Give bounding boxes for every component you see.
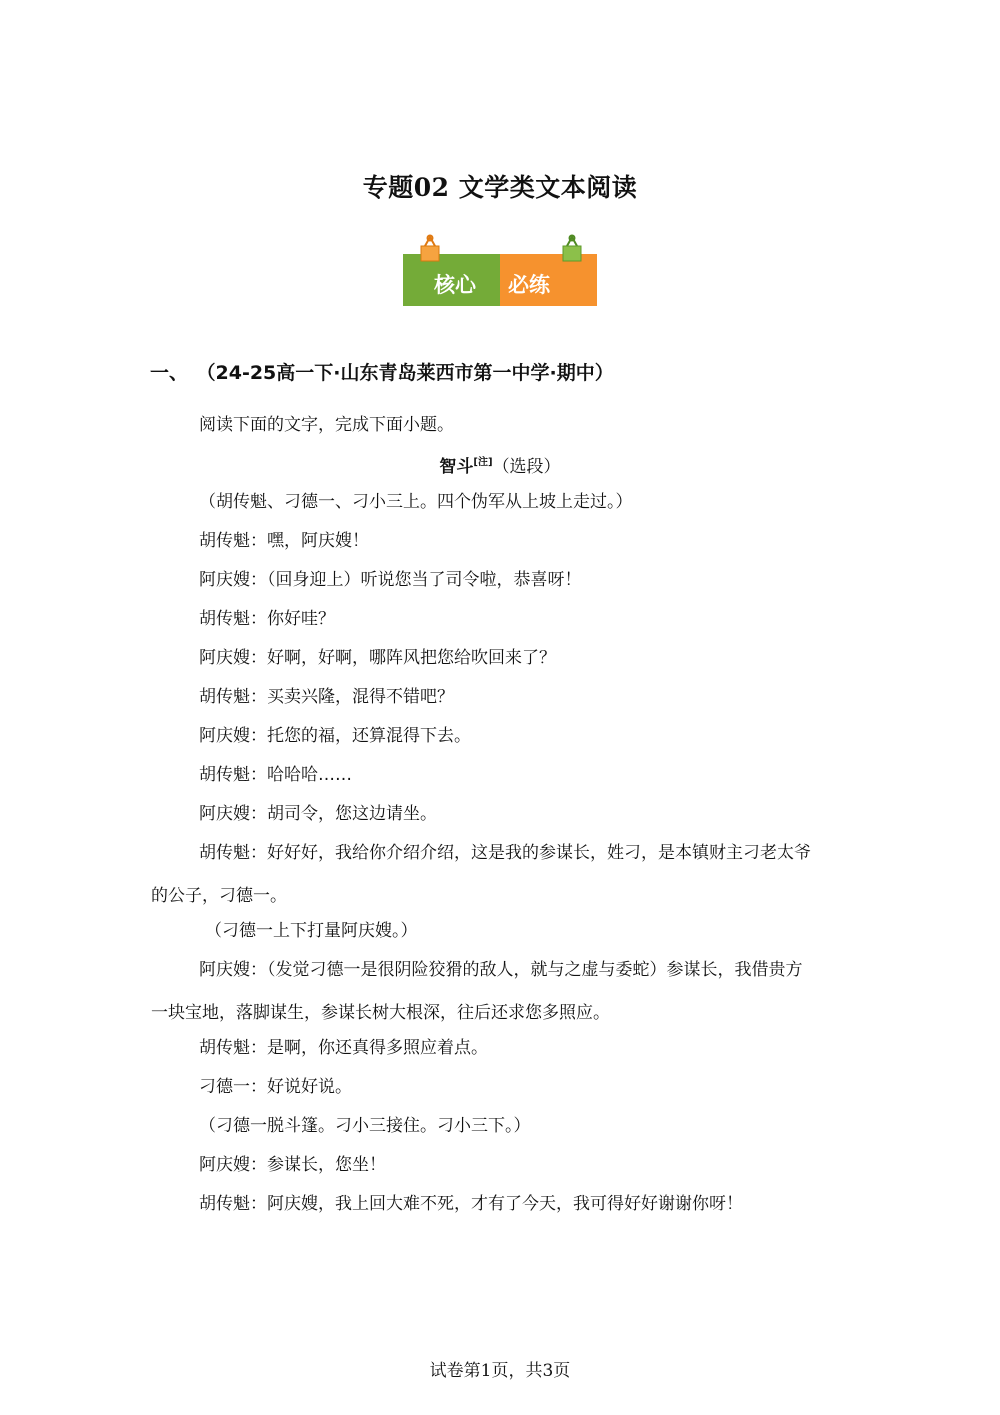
passage-line: 胡传魁：阿庆嫂，我上回大难不死，才有了今天，我可得好好谢谢你呀！ [199,1194,743,1214]
passage-line: 胡传魁：嘿，阿庆嫂！ [199,531,369,551]
passage-line: 胡传魁：好好好，我给你介绍介绍，这是我的参谋长，姓刁，是本镇财主刁老太爷 [199,843,811,863]
passage-line: 胡传魁：是啊，你还真得多照应着点。 [199,1038,488,1058]
question-heading [150,358,614,385]
passage-line: 刁德一：好说好说。 [199,1077,352,1097]
banner-left-text: 核心 [434,273,476,297]
banner-right-text: 必练 [508,273,550,297]
passage-line: 胡传魁：你好哇？ [199,609,335,629]
passage-line: 阿庆嫂：胡司令，您这边请坐。 [199,804,437,824]
passage-title-note: [注] [473,457,493,468]
passage-line: 阿庆嫂：托您的福，还算混得下去。 [199,726,471,746]
passage-title-suffix: （选段） [492,457,561,477]
section-banner [403,234,597,306]
binder-clip-icon [561,234,583,264]
passage-line: 阿庆嫂：（回身迎上）听说您当了司令啦，恭喜呀！ [199,570,582,590]
passage-line: 胡传魁：哈哈哈…… [199,765,352,785]
passage-line: 胡传魁：买卖兴隆，混得不错吧？ [199,687,454,707]
passage-line: 的公子，刁德一。 [151,886,287,906]
passage-line: （刁德一上下打量阿庆嫂。） [205,921,418,941]
binder-clip-icon [419,234,441,264]
page-title: 专题02 文学类文本阅读 [362,173,638,202]
page-footer: 试卷第1页，共3页 [429,1361,571,1381]
passage-line: （刁德一脱斗篷。刁小三接住。刁小三下。） [199,1116,531,1136]
passage-line: 阿庆嫂：参谋长，您坐！ [199,1155,386,1175]
passage-line: 一块宝地，落脚谋生，参谋长树大根深，往后还求您多照应。 [151,1003,610,1023]
passage-line: 阿庆嫂：（发觉刁德一是很阴险狡猾的敌人，就与之虚与委蛇）参谋长，我借贵方 [199,960,803,980]
passage-title-name: 智斗 [439,457,474,477]
passage-title [0,452,1000,477]
passage-line: 阿庆嫂：好啊，好啊，哪阵风把您给吹回来了？ [199,648,556,668]
instruction-text: 阅读下面的文字，完成下面小题。 [199,415,454,435]
passage-line: （胡传魁、刁德一、刁小三上。四个伪军从上坡上走过。） [199,492,633,512]
question-source: （24-25高一下·山东青岛莱西市第一中学·期中） [206,362,614,384]
question-number: 一、 [150,362,189,384]
